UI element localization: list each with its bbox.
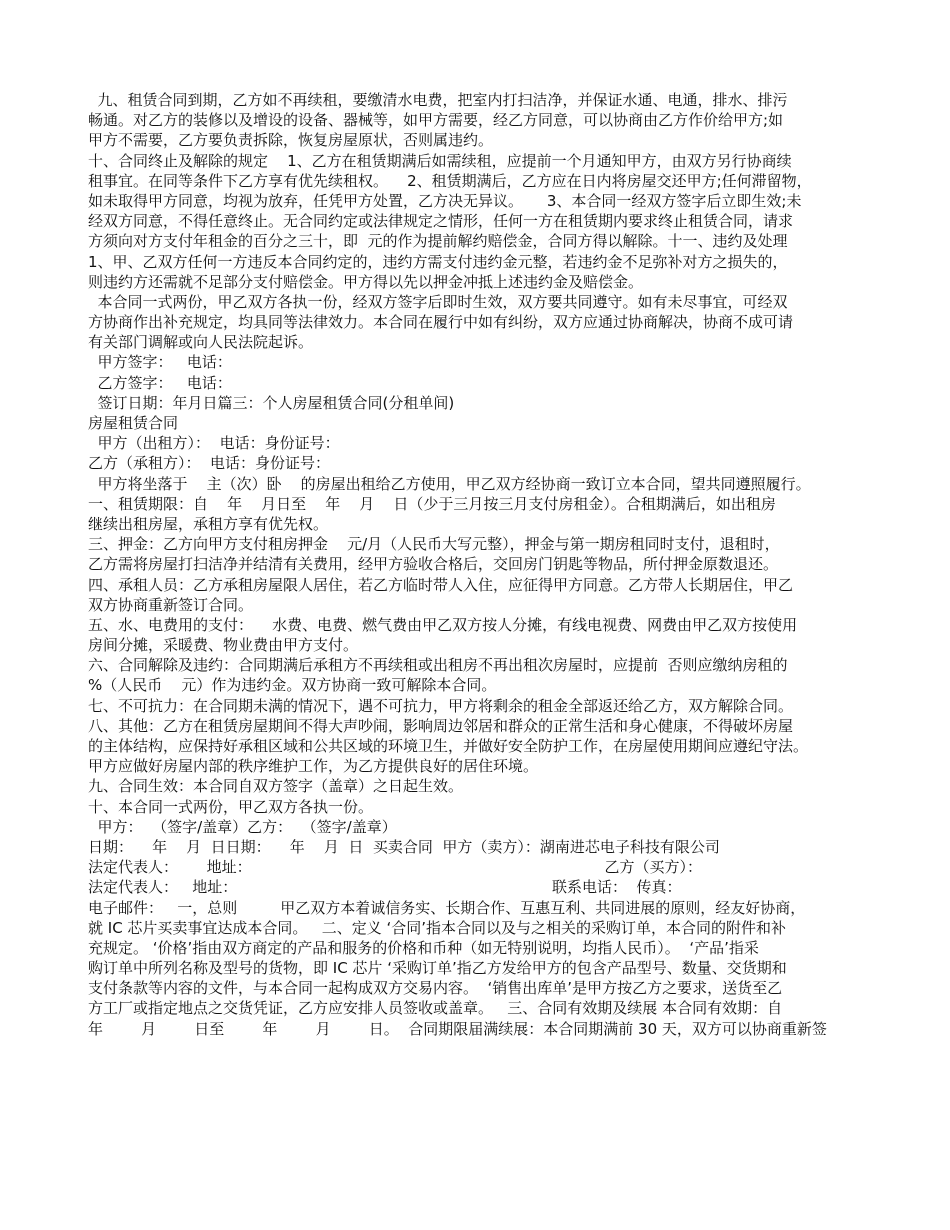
document-line: 乙方（承租方）： 电话：身份证号： (88, 454, 331, 473)
document-line: 九、租赁合同到期，乙方如不再续租，要缴清水电费，把室内打扫洁净，并保证水通、电通，排水、排污 (88, 91, 788, 109)
document-line: 十、合同终止及解除的规定 1、乙方在租赁期满后如需续租，应提前一个月通知甲方，由双方另行协商续 (88, 151, 792, 170)
document-line: 购订单中所列名称及型号的货物，即 IC 芯片 ‘采购订单’指乙方发给甲方的包含产品型号、数量、交货期和 (88, 959, 787, 978)
document-line: 租事宜。在同等条件下乙方享有优先续租权。 2、租赁期满后，乙方应在日内将房屋交还甲方;任何滞留物， (88, 171, 812, 190)
document-line: 六、合同解除及违约：合同期满后承租方不再续租或出租房不再出租次房屋时，应提前 否则应缴纳房租的 (88, 656, 788, 675)
document-line: 乙方签字： 电话： (88, 373, 232, 392)
document-line: 的主体结构，应保持好承租区域和公共区域的环境卫生，并做好安全防护工作，在房屋使用期间应遵纪守法。 (88, 737, 809, 755)
document-line: 则违约方还需就不足部分支付赔偿金。甲方得以先以押金冲抵上述违约金及赔偿金。 (88, 272, 644, 291)
document-line: 房间分摊，采暖费、物业费由甲方支付。 (88, 636, 359, 655)
document-line: 七、不可抗力：在合同期未满的情况下，遇不可抗力，甲方将剩余的租金全部返还给乙方，双方解除合同。 (88, 696, 794, 715)
document-line: 畅通。对乙方的装修以及增设的设备、器械等，如甲方需要，经乙方同意，可以协商由乙方作价给甲方;如 (88, 111, 784, 130)
document-line: 法定代表人： 地址： 乙方（买方）： (88, 858, 702, 877)
document-line: 方须向对方支付年租金的百分之三十，即 元的作为提前解约赔偿金，合同方得以解除。十一、违约及处理 (88, 232, 788, 251)
document-line: 电子邮件： 一，总则 甲乙双方本着诚信务实、长期合作、互惠互利、共同进展的原则，经友好协商， (88, 898, 806, 917)
document-line: 年 月 日至 年 月 日。 合同期限届满续展：本合同期满前 30 天，双方可以协商重新签 (88, 1019, 827, 1038)
document-line: 房屋租赁合同 (88, 414, 179, 432)
document-line: 三、押金：乙方向甲方支付租房押金 元/月（人民币大写元整），押金与第一期房租同时支付，退租时， (88, 535, 780, 554)
document-line: 经双方同意，不得任意终止。无合同约定或法律规定之情形，任何一方在租赁期内要求终止租赁合同，请求 (88, 212, 794, 231)
document-line: 充规定。 ‘价格’指由双方商定的产品和服务的价格和币种（如无特别说明，均指人民币）。 ‘产品’指采 (88, 938, 759, 957)
document-line: 法定代表人： 地址： 联系电话： 传真： (88, 878, 682, 897)
document-line: 甲方不需要，乙方要负责拆除，恢复房屋原状，否则属违约。 (88, 131, 494, 150)
document-line: %（人民币 元）作为违约金。双方协商一致可解除本合同。 (88, 676, 497, 695)
document-line: 就 IC 芯片买卖事宜达成本合同。 二、定义 ‘合同’指本合同以及与之相关的采购订单，本合同的附件和补 (88, 918, 787, 937)
document-line: 十、本合同一式两份，甲乙双方各执一份。 (88, 797, 374, 816)
document-line: 如未取得甲方同意，均视为放弃，任凭甲方处置，乙方决无异议。 3、本合同一经双方签字后立即生效;未 (88, 191, 802, 210)
document-line: 甲方将坐落于 主（次）卧 的房屋出租给乙方使用，甲乙双方经协商一致订立本合同，望共同遵照履行。 (88, 474, 811, 493)
document-line: 五、水、电费用的支付： 水费、电费、燃气费由甲乙双方按人分摊，有线电视费、网费由甲乙双方按使用 (88, 615, 798, 634)
document-line: 八、其他：乙方在租赁房屋期间不得大声吵闹，影响周边邻居和群众的正常生活和身心健康，不得破坏房屋 (88, 716, 794, 735)
document-line: 本合同一式两份，甲乙双方各执一份，经双方签字后即时生效，双方要共同遵守。如有未尽事宜，可经双 (88, 292, 788, 311)
document-line: 甲方（出租方）： 电话：身份证号： (88, 434, 340, 453)
document-line: 四、承租人员：乙方承租房屋限人居住，若乙方临时带人入住，应征得甲方同意。乙方带人长期居住，甲乙 (88, 575, 794, 594)
document-line: 一、租赁期限：自 年 月日至 年 月 日（少于三月按三月支付房租金）。合租期满后，如出租房 (88, 494, 776, 513)
document-line: 甲方签字： 电话： (88, 353, 232, 372)
document-line: 双方协商重新签订合同。 (88, 595, 254, 614)
document-line: 乙方需将房屋打扫洁净并结清有关费用，经甲方验收合格后，交回房门钥匙等物品，所付押金原数退还。 (88, 555, 779, 574)
document-line: 甲方： （签字/盖章）乙方： （签字/盖章） (88, 817, 397, 836)
document-line: 签订日期：年月日篇三：个人房屋租赁合同(分租单间) (88, 393, 455, 412)
document-line: 方协商作出补充规定，均具同等法律效力。本合同在履行中如有纠纷，双方应通过协商解决，协商不成可请 (88, 313, 794, 332)
document-line: 继续出租房屋，承租方享有优先权。 (88, 514, 329, 533)
document-line: 1、甲、乙双方任何一方违反本合同约定的，违约方需支付违约金元整，若违约金不足弥补对方之损失的， (88, 252, 788, 271)
document-line: 支付条款等内容的文件，与本合同一起构成双方交易内容。 ‘销售出库单’是甲方按乙方之要求，送货至乙 (88, 979, 783, 998)
document-line: 甲方应做好房屋内部的秩序维护工作，为乙方提供良好的居住环境。 (88, 757, 539, 776)
document-line: 九、合同生效：本合同自双方签字（盖章）之日起生效。 (88, 777, 464, 796)
document-body (88, 90, 868, 1039)
document-line: 日期： 年 月 日日期： 年 月 日 买卖合同 甲方（卖方）：湖南进芯电子科技有限公司 (88, 837, 720, 856)
document-line: 方工厂或指定地点之交货凭证，乙方应安排人员签收或盖章。 三、合同有效期及续展 本合同有效期：自 (88, 999, 783, 1018)
document-line: 有关部门调解或向人民法院起诉。 (88, 333, 314, 352)
